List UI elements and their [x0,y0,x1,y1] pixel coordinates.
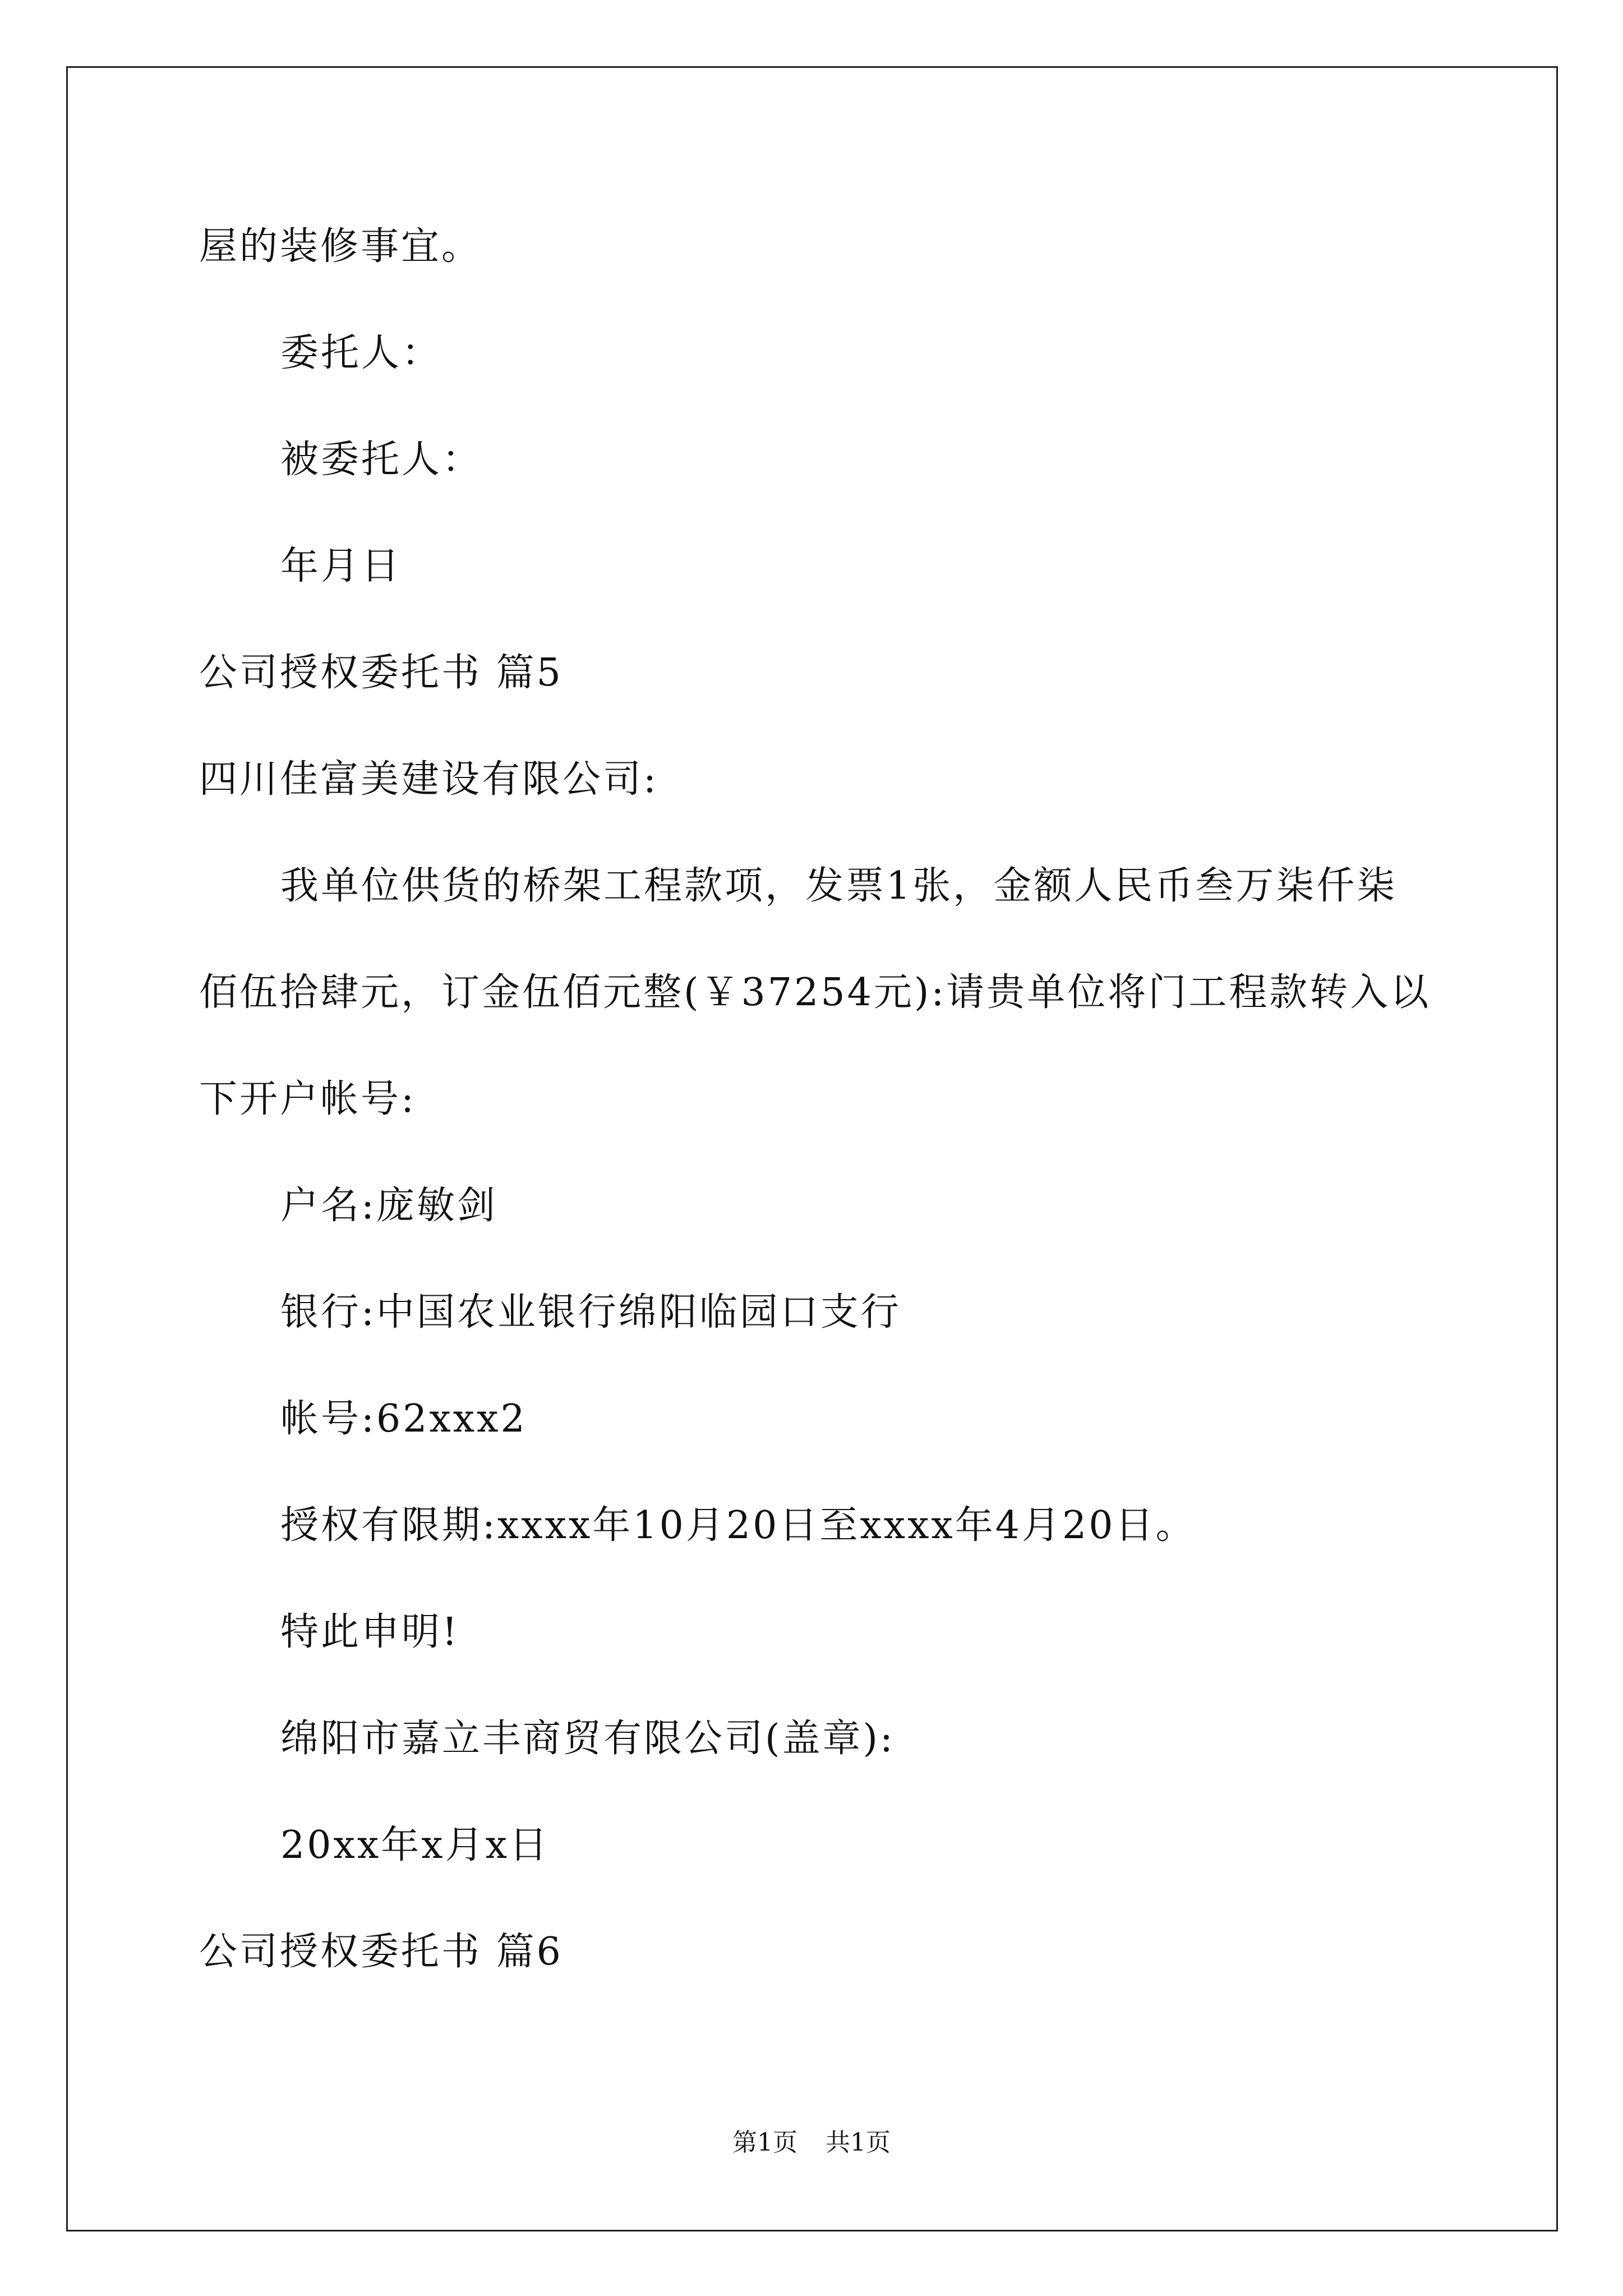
page-footer [0,2126,1623,2160]
page-border [66,66,1558,2231]
section-heading: 公司授权委托书 篇6 [199,1930,563,1974]
paragraph-line: 我单位供货的桥架工程款项，发票1张，金额人民币叁万柒仟柒 [280,864,1398,908]
page-number-total: 共1页 [826,2128,891,2157]
account-name: 户名:庞敏剑 [280,1184,497,1228]
addressee: 四川佳富美建设有限公司: [199,757,658,802]
paragraph-line: 屋的装修事宜。 [199,224,482,269]
signature-date: 20xx年x月x日 [280,1823,550,1867]
paragraph-line: 下开户帐号: [199,1077,416,1121]
declaration: 特此申明! [280,1610,460,1654]
page-number-current: 第1页 [732,2128,797,2157]
validity-period: 授权有限期:xxxx年10月20日至xxxx年4月20日。 [280,1503,1196,1548]
paragraph-line: 佰伍拾肆元，订金伍佰元整(￥37254元):请贵单位将门工程款转入以 [199,970,1431,1015]
account-number: 帐号:62xxx2 [280,1397,527,1441]
principal-label: 委托人： [280,331,442,375]
section-heading: 公司授权委托书 篇5 [199,651,563,695]
company-seal-line: 绵阳市嘉立丰商贸有限公司(盖章): [280,1717,895,1761]
agent-label: 被委托人： [280,438,483,482]
date-label: 年月日 [280,544,402,588]
bank-name: 银行:中国农业银行绵阳临园口支行 [280,1290,901,1335]
